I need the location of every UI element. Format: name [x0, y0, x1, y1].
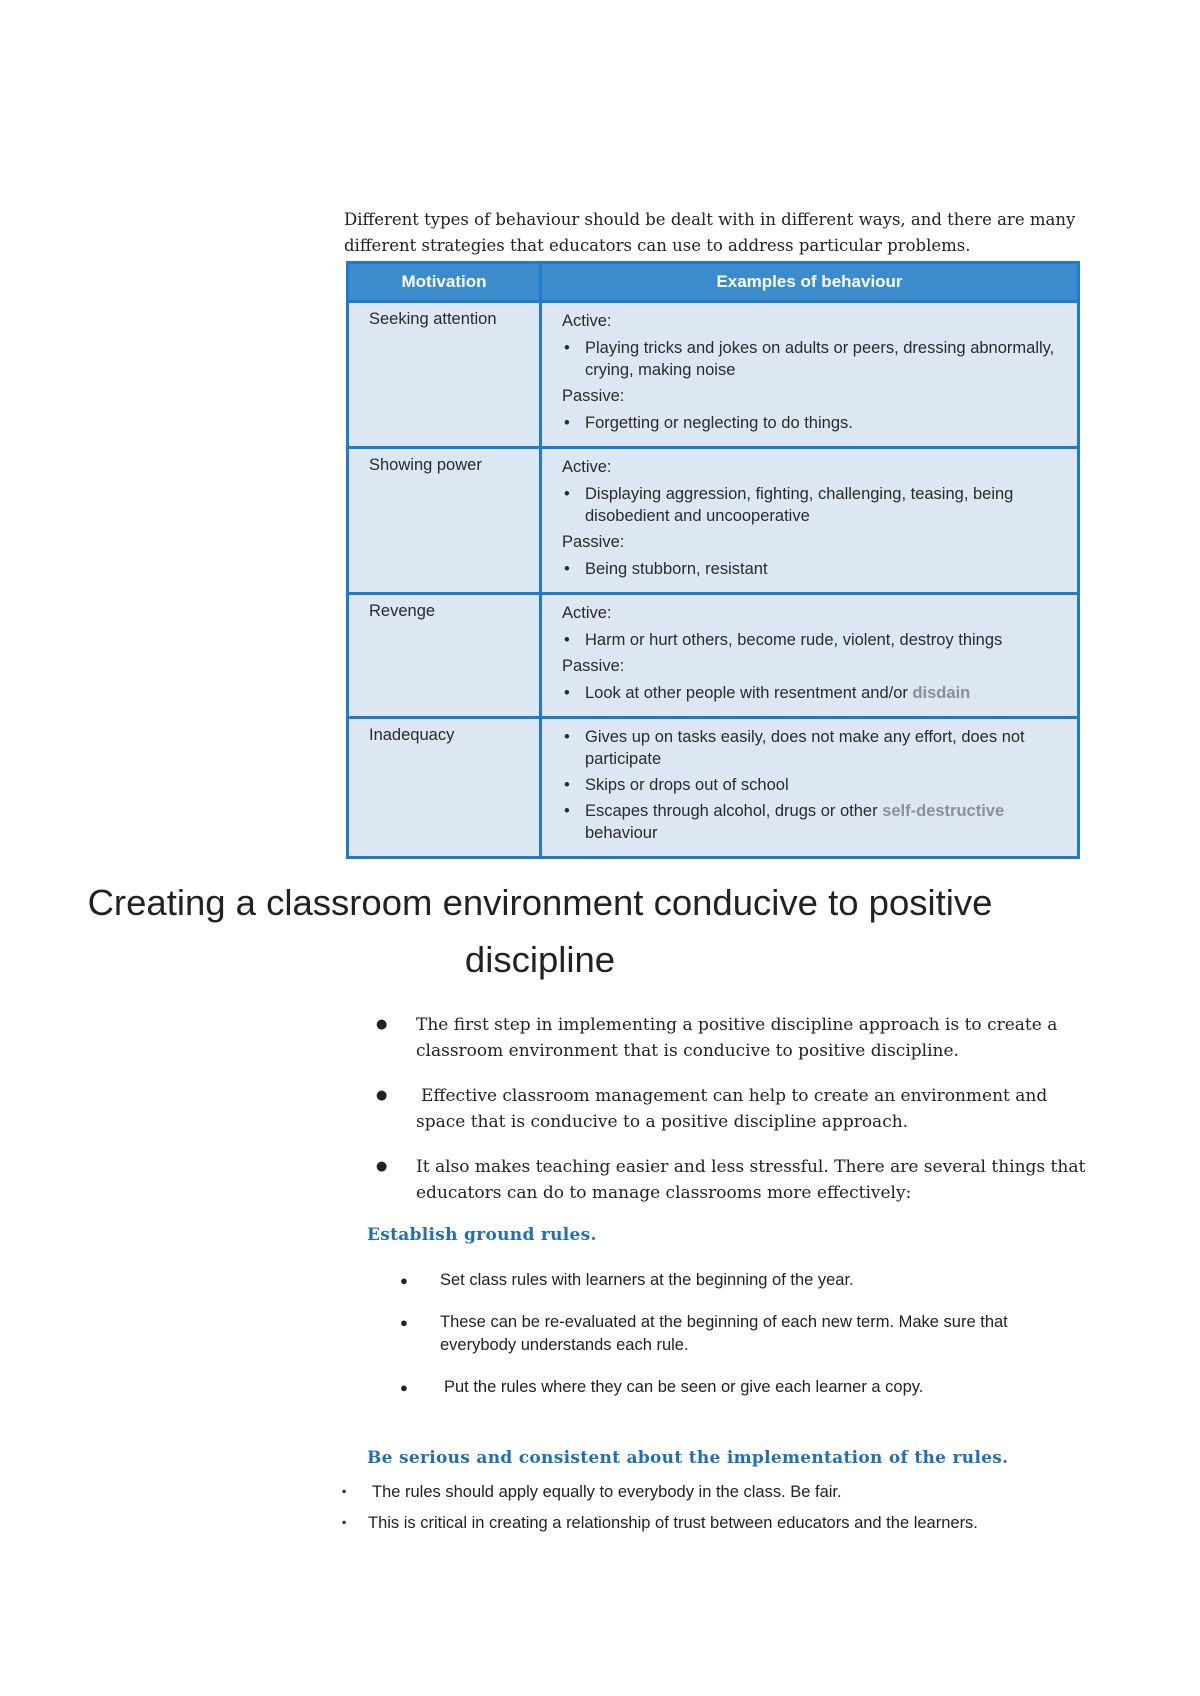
list-item: • Playing tricks and jokes on adults or peers, dressing abnormally, crying, making noise: [564, 339, 1055, 379]
list-item: ● It also makes teaching easier and less stressful. There are several things that educators can do to manage classrooms more effectively:: [376, 1154, 1086, 1206]
bullet-icon: ●: [400, 1273, 408, 1288]
list-item: ● Effective classroom management can help to create an environment and space that is conducive to a positive discipline approach.: [376, 1083, 1086, 1135]
bullet-icon: •: [564, 728, 570, 746]
table-header-row: [348, 263, 1079, 302]
bullet-icon: •: [564, 776, 570, 794]
list-item: ● Set class rules with learners at the beginning of the year.: [400, 1269, 1080, 1292]
list-item: • Look at other people with resentment and/or disdain: [564, 684, 971, 702]
bullet-icon: •: [564, 802, 570, 820]
consistency-list: [342, 1481, 1082, 1543]
list-item: ● The first step in implementing a positive discipline approach is to create a classroom environment that is conducive to positive discipline.: [376, 1012, 1086, 1064]
motivation-cell: Showing power: [348, 448, 541, 594]
motivation-cell: Seeking attention: [348, 302, 541, 448]
square-bullet-icon: ▪: [342, 1515, 347, 1529]
list-item: • Forgetting or neglecting to do things.: [564, 414, 853, 432]
bullet-icon: ●: [376, 1159, 388, 1174]
list-item: • Displaying aggression, fighting, challenging, teasing, being disobedient and uncooperative: [564, 485, 1014, 525]
list-item: • Skips or drops out of school: [564, 776, 789, 794]
ground-rules-list: [400, 1269, 1080, 1418]
header-motivation: Motivation: [348, 263, 541, 302]
bullet-icon: ●: [376, 1088, 388, 1103]
highlighted-term: disdain: [912, 684, 971, 702]
header-examples: Examples of behaviour: [541, 263, 1079, 302]
active-label: Active:: [562, 458, 612, 476]
main-bullet-list: [376, 1012, 1086, 1225]
bullet-icon: •: [564, 339, 570, 357]
bullet-icon: •: [564, 631, 570, 649]
bullet-icon: ●: [400, 1315, 408, 1330]
motivation-cell: Inadequacy: [348, 718, 541, 858]
motivation-cell: Revenge: [348, 594, 541, 718]
active-label: Active:: [562, 604, 612, 622]
table-row: [348, 718, 1079, 858]
square-bullet-icon: ▪: [342, 1484, 347, 1498]
examples-cell: [541, 302, 1079, 448]
list-item: ▪ This is critical in creating a relationship of trust between educators and the learners.: [342, 1512, 1082, 1535]
bullet-icon: •: [564, 684, 570, 702]
list-item: • Being stubborn, resistant: [564, 560, 768, 578]
list-item: ● These can be re-evaluated at the beginning of each new term. Make sure that everybody understands each rule.: [400, 1313, 1008, 1354]
table-row: [348, 448, 1079, 594]
ground-rules-heading: Establish ground rules.: [367, 1225, 597, 1245]
bullet-icon: •: [564, 414, 570, 432]
list-item: • Escapes through alcohol, drugs or other self-destructive behaviour: [564, 802, 1005, 842]
passive-label: Passive:: [562, 657, 625, 675]
table-row: [348, 594, 1079, 718]
list-item: ● Put the rules where they can be seen or give each learner a copy.: [400, 1376, 1080, 1399]
list-item: ▪ The rules should apply equally to everybody in the class. Be fair.: [342, 1481, 1082, 1504]
list-item: • Harm or hurt others, become rude, violent, destroy things: [564, 631, 1003, 649]
examples-cell: [541, 718, 1079, 858]
behaviour-table: [346, 261, 1080, 859]
list-item: • Gives up on tasks easily, does not make any effort, does not participate: [564, 728, 1025, 768]
bullet-icon: ●: [376, 1017, 388, 1032]
bullet-icon: ●: [400, 1380, 408, 1395]
intro-paragraph: Different types of behaviour should be dealt with in different ways, and there are many different strategies that educators can use to address particular problems.: [344, 209, 1076, 255]
bullet-icon: •: [564, 485, 570, 503]
section-heading: Creating a classroom environment conducive to positive discipline: [87, 882, 993, 980]
examples-cell: [541, 594, 1079, 718]
examples-cell: [541, 448, 1079, 594]
consistency-heading: Be serious and consistent about the implementation of the rules.: [367, 1448, 1009, 1468]
table-row: [348, 302, 1079, 448]
highlighted-term: self-destructive: [882, 802, 1005, 820]
active-label: Active:: [562, 312, 612, 330]
passive-label: Passive:: [562, 387, 625, 405]
bullet-icon: •: [564, 560, 570, 578]
passive-label: Passive:: [562, 533, 625, 551]
